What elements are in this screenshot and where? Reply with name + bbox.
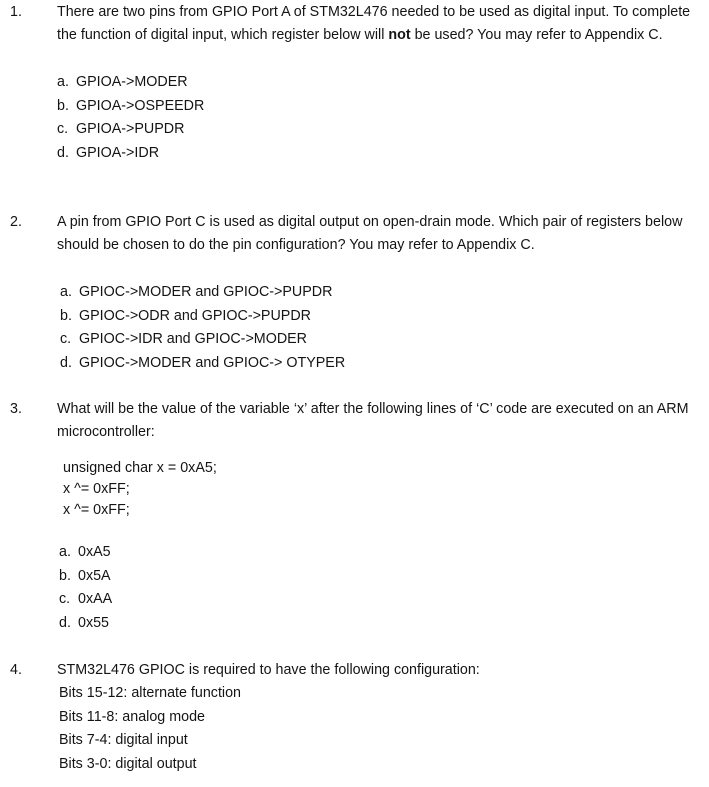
config-line: Bits 3-0: digital output xyxy=(59,755,197,772)
question-number: 2. xyxy=(10,214,22,230)
code-line: x ^= 0xFF; xyxy=(63,481,130,497)
question-number: 4. xyxy=(10,662,22,678)
option-a: a. 0xA5 xyxy=(59,544,111,560)
config-line: Bits 11-8: analog mode xyxy=(59,708,205,725)
option-a: a. GPIOA->MODER xyxy=(57,74,188,90)
question-body xyxy=(57,398,702,635)
config-list xyxy=(57,682,702,776)
options-list xyxy=(57,71,702,165)
question-body xyxy=(57,1,702,165)
question-text: STM32L476 GPIOC is required to have the following configuration: xyxy=(57,662,480,678)
question-body xyxy=(57,659,702,776)
question-body xyxy=(57,211,702,375)
option-b: b. 0x5A xyxy=(59,567,111,584)
options-list xyxy=(57,541,702,635)
config-line: Bits 7-4: digital input xyxy=(59,732,188,748)
emphasis-text: not xyxy=(388,27,411,43)
code-line: x ^= 0xFF; xyxy=(63,502,130,518)
code-line: unsigned char x = 0xA5; xyxy=(63,460,217,476)
option-a: a. GPIOC->MODER and GPIOC->PUPDR xyxy=(60,284,333,300)
question-number: 1. xyxy=(10,4,22,20)
options-list xyxy=(57,281,702,375)
option-c: c. GPIOA->PUPDR xyxy=(57,121,185,137)
question-text: What will be the value of the variable ‘x’ after the following lines of ‘C’ code are executed on an ARM microcontroller: xyxy=(57,401,689,440)
question-text: A pin from GPIO Port C is used as digital output on open-drain mode. Which pair of registers below should be chosen to do the pin configuration? You may refer to Appendix C. xyxy=(57,214,683,253)
option-d: d. GPIOA->IDR xyxy=(57,144,160,161)
option-c: c. GPIOC->IDR and GPIOC->MODER xyxy=(60,331,308,347)
option-d: d. GPIOC->MODER and GPIOC-> OTYPER xyxy=(60,354,346,371)
option-b: b. GPIOC->ODR and GPIOC->PUPDR xyxy=(60,307,311,324)
option-b: b. GPIOA->OSPEEDR xyxy=(57,97,205,114)
question-text: There are two pins from GPIO Port A of STM32L476 needed to be used as digital input. To complete the function of digital input, which register below will not be used? You may refer to Appendix C. xyxy=(57,4,691,43)
option-d: d. 0x55 xyxy=(59,614,110,631)
question-number: 3. xyxy=(10,401,22,417)
option-c: c. 0xAA xyxy=(59,591,113,607)
code-snippet xyxy=(57,458,702,521)
config-line: Bits 15-12: alternate function xyxy=(59,685,241,701)
